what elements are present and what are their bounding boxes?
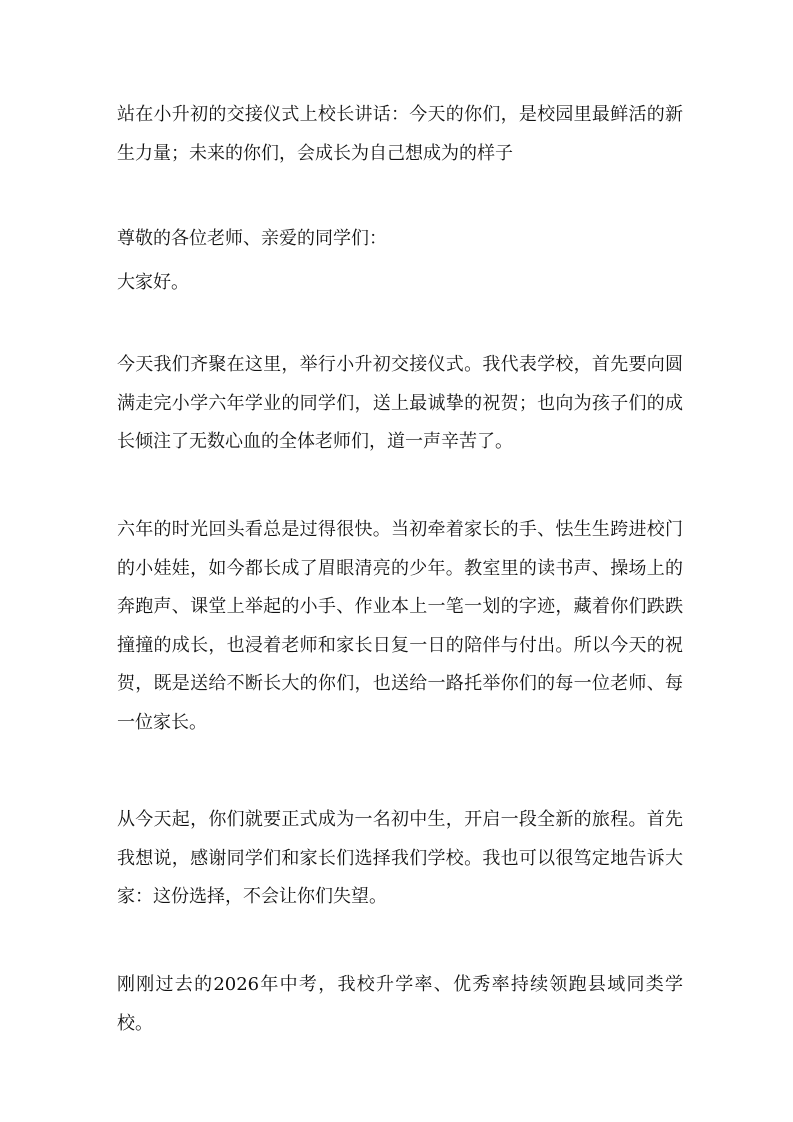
paragraph: 刚刚过去的2026年中考，我校升学率、优秀率持续领跑县域同类学校。	[117, 974, 683, 1034]
speech-title: 站在小升初的交接仪式上校长讲话：今天的你们，是校园里最鲜活的新生力量；未来的你们，会成长为自己想成为的样子	[117, 104, 683, 164]
paragraph: 六年的时光回头看总是过得很快。当初牵着家长的手、怯生生跨进校门的小娃娃，如今都长成了眉眼清亮的少年。教室里的读书声、操场上的奔跑声、课堂上举起的小手、作业本上一笔一划的字迹，藏着你们跌跌撞撞的成长，也浸着老师和家长日复一日的陪伴与付出。所以今天的祝贺，既是送给不断长大的你们，也送给一路托举你们的每一位老师、每一位家长。	[117, 519, 683, 733]
paragraph: 今天我们齐聚在这里，举行小升初交接仪式。我代表学校，首先要向圆满走完小学六年学业的同学们，送上最诚挚的祝贺；也向为孩子们的成长倾注了无数心血的全体老师们，道一声辛苦了。	[117, 354, 683, 452]
greeting: 大家好。	[117, 272, 189, 293]
paragraph: 从今天起，你们就要正式成为一名初中生，开启一段全新的旅程。首先我想说，感谢同学们和家长们选择我们学校。我也可以很笃定地告诉大家：这份选择，不会让你们失望。	[117, 809, 683, 907]
salutation: 尊敬的各位老师、亲爱的同学们：	[117, 228, 387, 249]
